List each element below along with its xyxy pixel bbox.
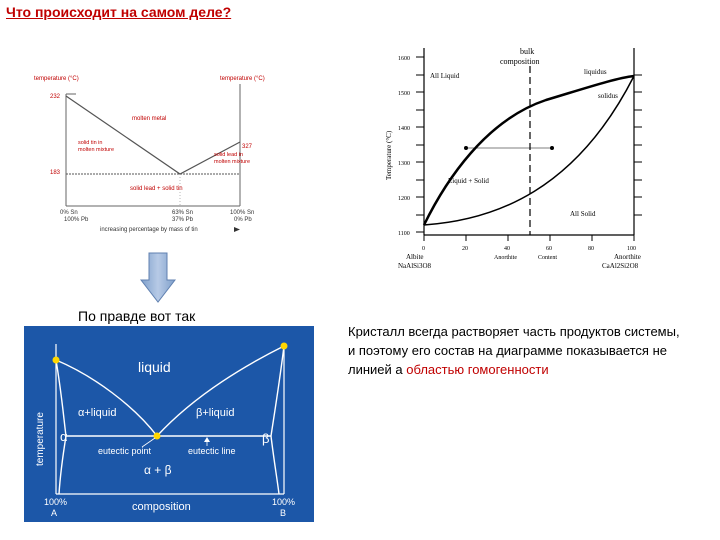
x-tick-0: 0 <box>422 246 425 252</box>
all-liquid-label: All Liquid <box>430 72 460 80</box>
y-tick-1600: 1600 <box>398 56 410 62</box>
x-axis-label: increasing percentage by mass of tin <box>100 227 198 233</box>
right-percentage: 100% <box>272 497 296 507</box>
top-left-value: 232 <box>50 94 61 100</box>
all-solid-label: All Solid <box>570 210 596 218</box>
melting-point-a <box>53 357 60 364</box>
eutectic-phase-diagram <box>24 326 314 522</box>
y-tick-1500: 1500 <box>398 91 410 97</box>
x-tick-60: 60 <box>546 246 552 252</box>
eutectic-line-label: eutectic line <box>188 446 236 456</box>
region-molten: molten metal <box>132 116 167 122</box>
melting-point-b <box>281 343 288 350</box>
composition-label: composition <box>132 501 191 513</box>
liquidus-label: liquidus <box>584 68 607 76</box>
right-value: 327 <box>242 144 253 150</box>
albite-anorthite-diagram <box>376 40 666 280</box>
left-letter: A <box>51 508 58 518</box>
x-right-2: 0% Pb <box>234 217 252 223</box>
albite-formula: NaAlSi3O8 <box>398 262 432 270</box>
region-left-1: solid tin in <box>78 140 103 146</box>
y-tick-1100: 1100 <box>398 231 410 237</box>
bulk-label-1: bulk <box>520 47 535 56</box>
x-label-1: Anorthite <box>494 255 517 261</box>
x-tick-40: 40 <box>504 246 510 252</box>
left-percentage: 100% <box>44 497 68 507</box>
alpha-beta-label: α + β <box>144 463 172 477</box>
x-tick-80: 80 <box>588 246 594 252</box>
caption: По правде вот так <box>78 308 196 324</box>
liquid-label: liquid <box>138 359 171 375</box>
x-left-2: 100% Pb <box>64 217 89 223</box>
anorthite-formula: CaAl2Si2O8 <box>602 262 639 270</box>
liquid-solid-label: Liquid + Solid <box>448 177 489 185</box>
x-right-1: 100% Sn <box>230 210 255 216</box>
y-tick-1200: 1200 <box>398 196 410 202</box>
left-axis-label: temperature (°C) <box>34 76 79 82</box>
y-axis-label: Temperature (°C) <box>385 130 393 180</box>
y-tick-1300: 1300 <box>398 161 410 167</box>
explanation-body: Кристалл всегда растворяет часть продуктов системы, и поэтому его состав на диаграмме показывается не линией а <box>348 324 680 377</box>
explanation-text <box>348 322 688 379</box>
bulk-label-2: composition <box>500 57 540 66</box>
explanation-highlight: областью гомогенности <box>406 362 549 377</box>
x-axis-arrow-icon <box>234 227 240 232</box>
right-axis-label: temperature (°C) <box>220 76 265 82</box>
eutectic-point-label: eutectic point <box>98 446 152 456</box>
region-left-2: molten mixture <box>78 147 115 153</box>
solidus-label: solidus <box>598 92 618 100</box>
x-tick-100: 100 <box>627 246 636 252</box>
anorthite-label: Anorthite <box>614 253 641 261</box>
tin-lead-diagram <box>30 70 270 235</box>
right-letter: B <box>280 508 287 518</box>
region-right-2: molten mixture <box>214 159 251 165</box>
y-tick-1400: 1400 <box>398 126 410 132</box>
albite-label: Albite <box>406 253 424 261</box>
beta-liquid-label: β+liquid <box>196 407 235 419</box>
beta-label: β <box>262 431 270 446</box>
temperature-label: temperature <box>35 412 46 466</box>
region-right-1: solid lead in <box>214 152 244 158</box>
x-mid-1: 63% Sn <box>172 210 194 216</box>
x-mid-2: 37% Pb <box>172 217 194 223</box>
alpha-label: α <box>60 429 68 444</box>
x-left-1: 0% Sn <box>60 210 78 216</box>
down-arrow-icon <box>140 252 176 304</box>
alpha-liquid-label: α+liquid <box>78 407 117 419</box>
region-solid: solid lead + solid tin <box>130 186 183 192</box>
x-label-2: Content <box>538 255 557 261</box>
bottom-left-value: 183 <box>50 170 61 176</box>
x-tick-20: 20 <box>462 246 468 252</box>
slide-title: Что происходит на самом деле? <box>6 4 232 20</box>
